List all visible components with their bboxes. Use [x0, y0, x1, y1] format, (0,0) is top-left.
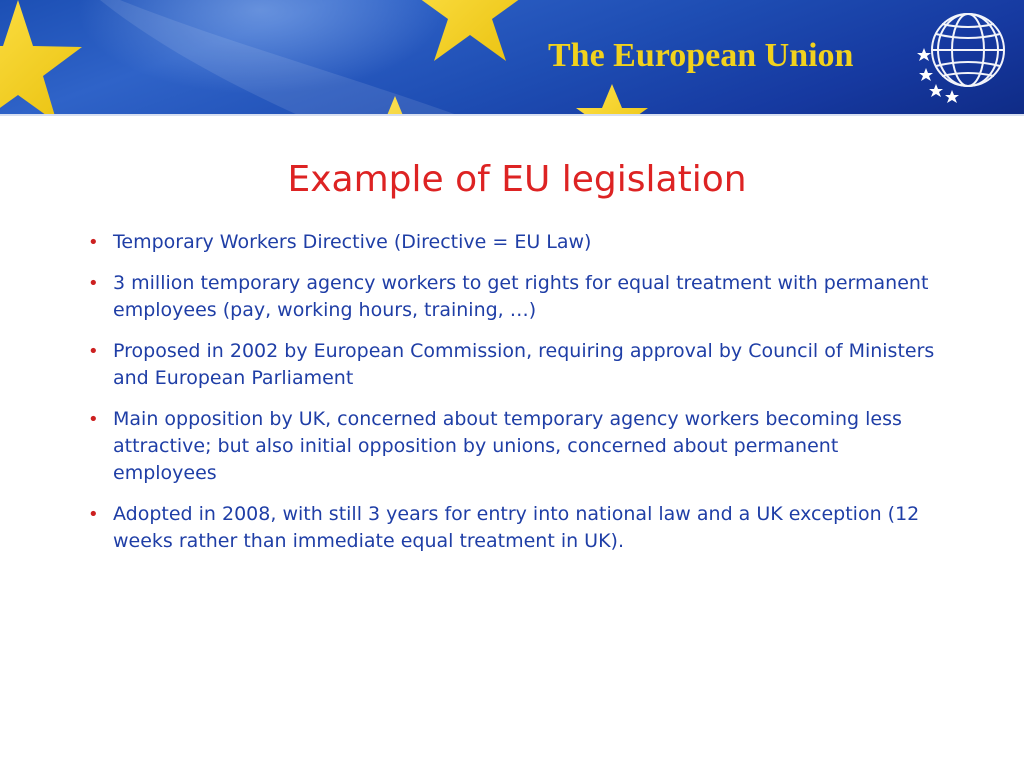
- bullet-dot: •: [88, 341, 99, 362]
- flag-star-bottom-right: [576, 84, 648, 116]
- list-item: [88, 501, 938, 555]
- banner-title: The European Union: [548, 37, 854, 74]
- list-item: [88, 270, 938, 324]
- bullet-dot: •: [88, 232, 99, 253]
- bullet-dot: •: [88, 504, 99, 525]
- flag-star-left: [0, 0, 82, 116]
- banner-divider: [0, 114, 1024, 116]
- bullet-text: Proposed in 2002 by European Commission, requiring approval by Council of Ministers and European Parliament: [113, 340, 935, 389]
- bullet-text: Adopted in 2008, with still 3 years for entry into national law and a UK exception (12 weeks rather than immediate equal treatment in UK).: [113, 503, 920, 552]
- list-item: [88, 406, 938, 487]
- eu-flag-star-icon: [0, 0, 1024, 116]
- list-item: [88, 229, 938, 256]
- bullet-text: Main opposition by UK, concerned about temporary agency workers becoming less attractive; but also initial opposition by unions, concerned about permanent employees: [113, 408, 902, 484]
- list-item: [88, 338, 938, 392]
- bullet-list: [88, 229, 938, 569]
- bullet-dot: •: [88, 273, 99, 294]
- globe-with-stars-icon: [916, 8, 1010, 104]
- flag-star-top: [412, 0, 528, 61]
- bullet-text: 3 million temporary agency workers to get rights for equal treatment with permanent employees (pay, working hours, training, …): [113, 272, 929, 321]
- bullet-text: Temporary Workers Directive (Directive = EU Law): [113, 231, 592, 253]
- bullet-dot: •: [88, 409, 99, 430]
- header-banner: [0, 0, 1024, 116]
- slide-title: Example of EU legislation: [287, 159, 747, 200]
